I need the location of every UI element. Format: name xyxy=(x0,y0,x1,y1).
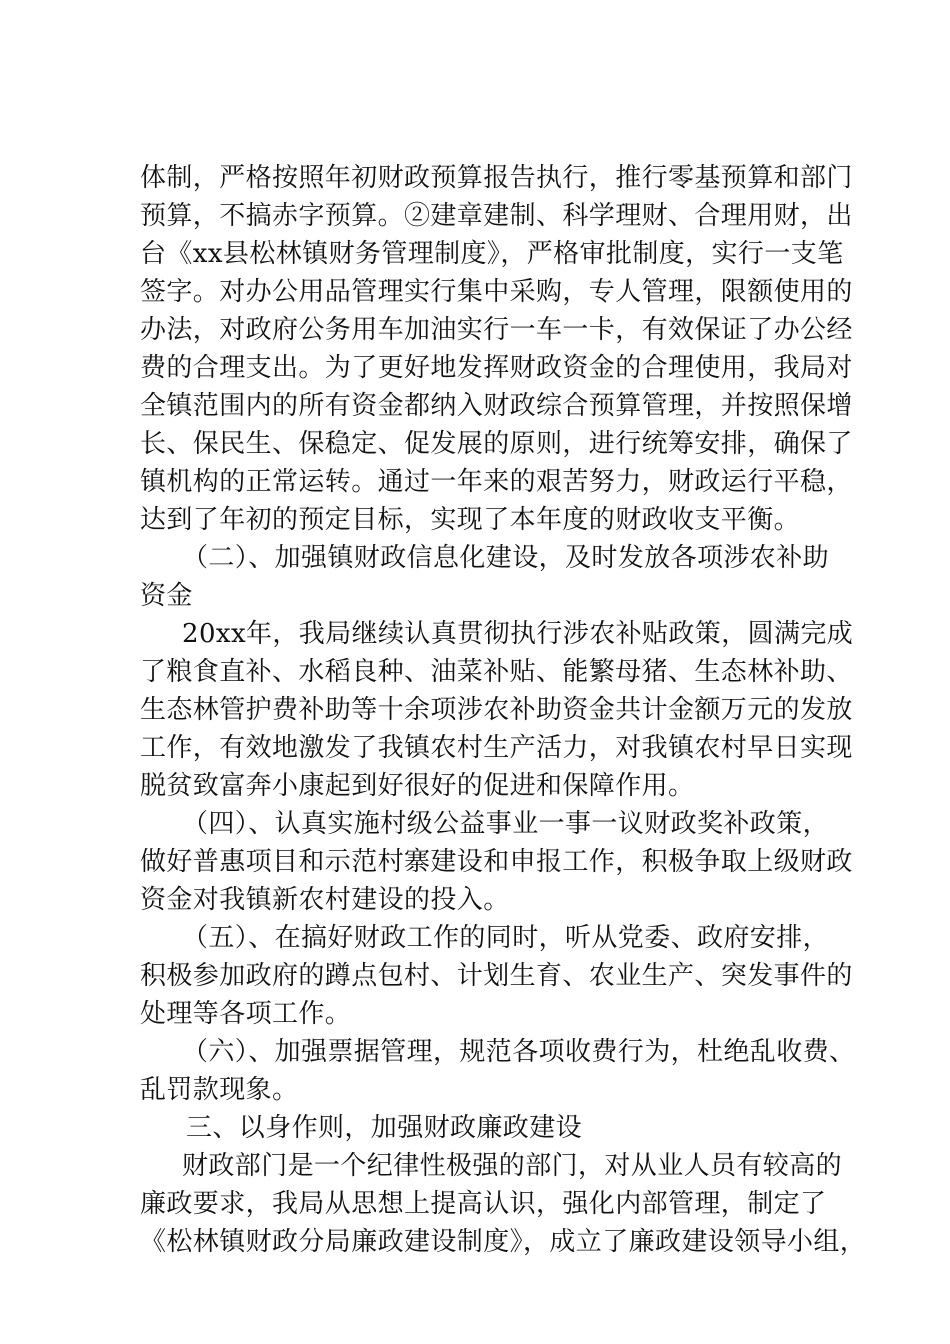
body-text-line: 生态林管护费补助等十余项涉农补助资金共计金额万元的发放 xyxy=(140,695,853,725)
section-heading: （五）、在搞好财政工作的同时，听从党委、政府安排， xyxy=(182,923,830,953)
body-text-line: 办法，对政府公务用车加油实行一车一卡，有效保证了办公经 xyxy=(140,315,853,345)
body-text-line: 镇机构的正常运转。通过一年来的艰苦努力，财政运行平稳， xyxy=(140,467,853,497)
section-heading: （六）、加强票据管理，规范各项收费行为，杜绝乱收费、 xyxy=(182,1037,856,1067)
body-text-line: 做好普惠项目和示范村寨建设和申报工作，积极争取上级财政 xyxy=(140,847,853,877)
body-text-line: 预算，不搞赤字预算。②建章建制、科学理财、合理用财，出 xyxy=(140,201,853,231)
body-text-line: 资金对我镇新农村建设的投入。 xyxy=(140,885,510,915)
body-text-line: 处理等各项工作。 xyxy=(140,999,352,1029)
body-text-line: 工作，有效地激发了我镇农村生产活力，对我镇农村早日实现 xyxy=(140,733,853,763)
section-heading: 三、以身作则，加强财政廉政建设 xyxy=(186,1113,583,1143)
body-text-line: 脱贫致富奔小康起到好很好的促进和保障作用。 xyxy=(140,771,695,801)
body-text-line: 全镇范围内的所有资金都纳入财政综合预算管理，并按照保增 xyxy=(140,391,853,421)
body-text-line: 廉政要求，我局从思想上提高认识，强化内部管理，制定了 xyxy=(140,1189,827,1219)
body-text-line: 体制，严格按照年初财政预算报告执行，推行零基预算和部门 xyxy=(140,163,853,193)
body-text-line: 乱罚款现象。 xyxy=(140,1075,299,1105)
section-heading: （二）、加强镇财政信息化建设，及时发放各项涉农补助 xyxy=(182,543,830,573)
body-text-line: 了粮食直补、水稻良种、油菜补贴、能繁母猪、生态林补助、 xyxy=(140,657,853,687)
body-text-line: 20xx年，我局继续认真贯彻执行涉农补贴政策，圆满完成 xyxy=(182,619,854,649)
body-text-line: 《松林镇财政分局廉政建设制度》，成立了廉政建设领导小组， xyxy=(140,1227,867,1257)
body-text-line: 长、保民生、保稳定、促发展的原则，进行统筹安排，确保了 xyxy=(140,429,853,459)
body-text-line: 积极参加政府的蹲点包村、计划生育、农业生产、突发事件的 xyxy=(140,961,853,991)
section-heading-continuation: 资金 xyxy=(140,581,193,611)
section-heading: （四）、认真实施村级公益事业一事一议财政奖补政策， xyxy=(182,809,830,839)
body-text-line: 签字。对办公用品管理实行集中采购，专人管理，限额使用的 xyxy=(140,277,853,307)
body-text-line: 费的合理支出。为了更好地发挥财政资金的合理使用，我局对 xyxy=(140,353,853,383)
body-text-line: 达到了年初的预定目标，实现了本年度的财政收支平衡。 xyxy=(140,505,801,535)
body-text-line: 财政部门是一个纪律性极强的部门，对从业人员有较高的 xyxy=(182,1151,843,1181)
body-text-line: 台《xx县松林镇财务管理制度》，严格审批制度，实行一支笔 xyxy=(140,239,844,269)
